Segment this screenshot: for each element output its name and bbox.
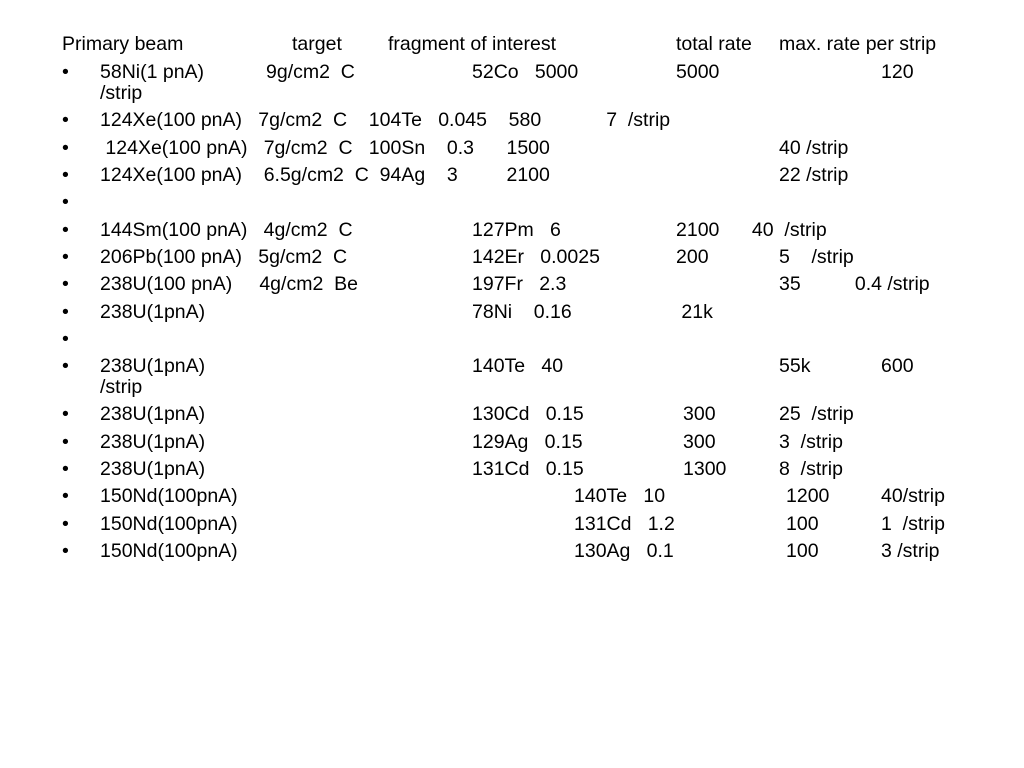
- fragment-cell: 140Te 10: [574, 485, 666, 507]
- row-text: 124Xe(100 pnA) 6.5g/cm2 C 94Ag 3 2100: [100, 164, 550, 186]
- header-target: target: [292, 33, 342, 55]
- row-text: 124Xe(100 pnA) 7g/cm2 C 100Sn 0.3 1500: [100, 137, 550, 159]
- fragment-cell: 130Cd 0.15: [472, 403, 584, 425]
- header-max-rate: max. rate per strip: [779, 33, 937, 55]
- bullet: •: [62, 355, 69, 377]
- strip-rate-cell: 8 /strip: [779, 458, 843, 480]
- beam-cell: 58Ni(1 pnA): [100, 61, 205, 83]
- bullet: •: [62, 301, 69, 323]
- bullet: •: [62, 61, 69, 83]
- beam-cell: 238U(1pnA): [100, 403, 206, 425]
- bullet: •: [62, 109, 69, 131]
- bullet: •: [62, 458, 69, 480]
- beam-cell: 238U(1pnA): [100, 458, 206, 480]
- total-rate-cell: 1300: [683, 458, 727, 480]
- beam-cell: 150Nd(100pnA): [100, 485, 238, 507]
- strip-rate-cell: 35 0.4 /strip: [779, 273, 930, 295]
- beam-cell: 238U(100 pnA) 4g/cm2 Be: [100, 273, 358, 295]
- fragment-cell: 127Pm 6: [472, 219, 561, 241]
- strip-rate-cell: 22 /strip: [779, 164, 849, 186]
- bullet: •: [62, 485, 69, 507]
- total-rate-cell: 55k: [779, 355, 811, 377]
- bullet: •: [62, 191, 69, 213]
- total-rate-cell: 21k: [676, 301, 713, 323]
- target-cell: 9g/cm2 C: [266, 61, 355, 83]
- beam-cell: 238U(1pnA): [100, 355, 206, 377]
- strip-rate-cell: 3 /strip: [881, 540, 940, 562]
- fragment-cell: 197Fr 2.3: [472, 273, 567, 295]
- fragment-cell: 129Ag 0.15: [472, 431, 583, 453]
- strip-rate-cell: 3 /strip: [779, 431, 843, 453]
- header-primary-beam: Primary beam: [62, 33, 184, 55]
- total-rate-cell: 5000: [676, 61, 720, 83]
- total-rate-cell: 1200: [786, 485, 830, 507]
- bullet: •: [62, 431, 69, 453]
- row-text: 124Xe(100 pnA) 7g/cm2 C 104Te 0.045 580 7 /strip: [100, 109, 671, 131]
- beam-cell: 150Nd(100pnA): [100, 540, 238, 562]
- bullet: •: [62, 273, 69, 295]
- beam-cell: 238U(1pnA): [100, 301, 206, 323]
- total-rate-cell: 300: [683, 431, 716, 453]
- total-rate-cell: 200: [676, 246, 709, 268]
- beam-cell: 206Pb(100 pnA) 5g/cm2 C: [100, 246, 348, 268]
- total-rate-cell: 100: [786, 540, 819, 562]
- fragment-cell: 142Er 0.0025: [472, 246, 600, 268]
- strip-rate-cell: 600: [881, 355, 914, 377]
- strip-rate-cell: 40 /strip: [779, 137, 849, 159]
- bullet: •: [62, 328, 69, 350]
- bullet: •: [62, 540, 69, 562]
- fragment-cell: 140Te 40: [472, 355, 564, 377]
- bullet: •: [62, 246, 69, 268]
- total-rate-cell: 2100 40 /strip: [676, 219, 827, 241]
- header-fragment: fragment of interest: [388, 33, 556, 55]
- strip-rate-cell: 5 /strip: [779, 246, 854, 268]
- total-rate-cell: 100: [786, 513, 819, 535]
- beam-cell: 150Nd(100pnA): [100, 513, 238, 535]
- fragment-cell: 131Cd 0.15: [472, 458, 584, 480]
- header-total-rate: total rate: [676, 33, 752, 55]
- bullet: •: [62, 403, 69, 425]
- fragment-cell: 131Cd 1.2: [574, 513, 675, 535]
- fragment-cell: 52Co 5000: [472, 61, 579, 83]
- strip-rate-wrap: /strip: [100, 376, 143, 398]
- fragment-cell: 130Ag 0.1: [574, 540, 674, 562]
- bullet: •: [62, 137, 69, 159]
- bullet: •: [62, 164, 69, 186]
- strip-rate-cell: 1 /strip: [881, 513, 945, 535]
- bullet: •: [62, 219, 69, 241]
- fragment-cell: 78Ni 0.16: [472, 301, 572, 323]
- strip-rate-cell: 120: [881, 61, 914, 83]
- beam-cell: 144Sm(100 pnA) 4g/cm2 C: [100, 219, 353, 241]
- strip-rate-wrap: /strip: [100, 82, 143, 104]
- bullet: •: [62, 513, 69, 535]
- total-rate-cell: 300: [683, 403, 716, 425]
- strip-rate-cell: 40/strip: [881, 485, 945, 507]
- strip-rate-cell: 25 /strip: [779, 403, 854, 425]
- beam-cell: 238U(1pnA): [100, 431, 206, 453]
